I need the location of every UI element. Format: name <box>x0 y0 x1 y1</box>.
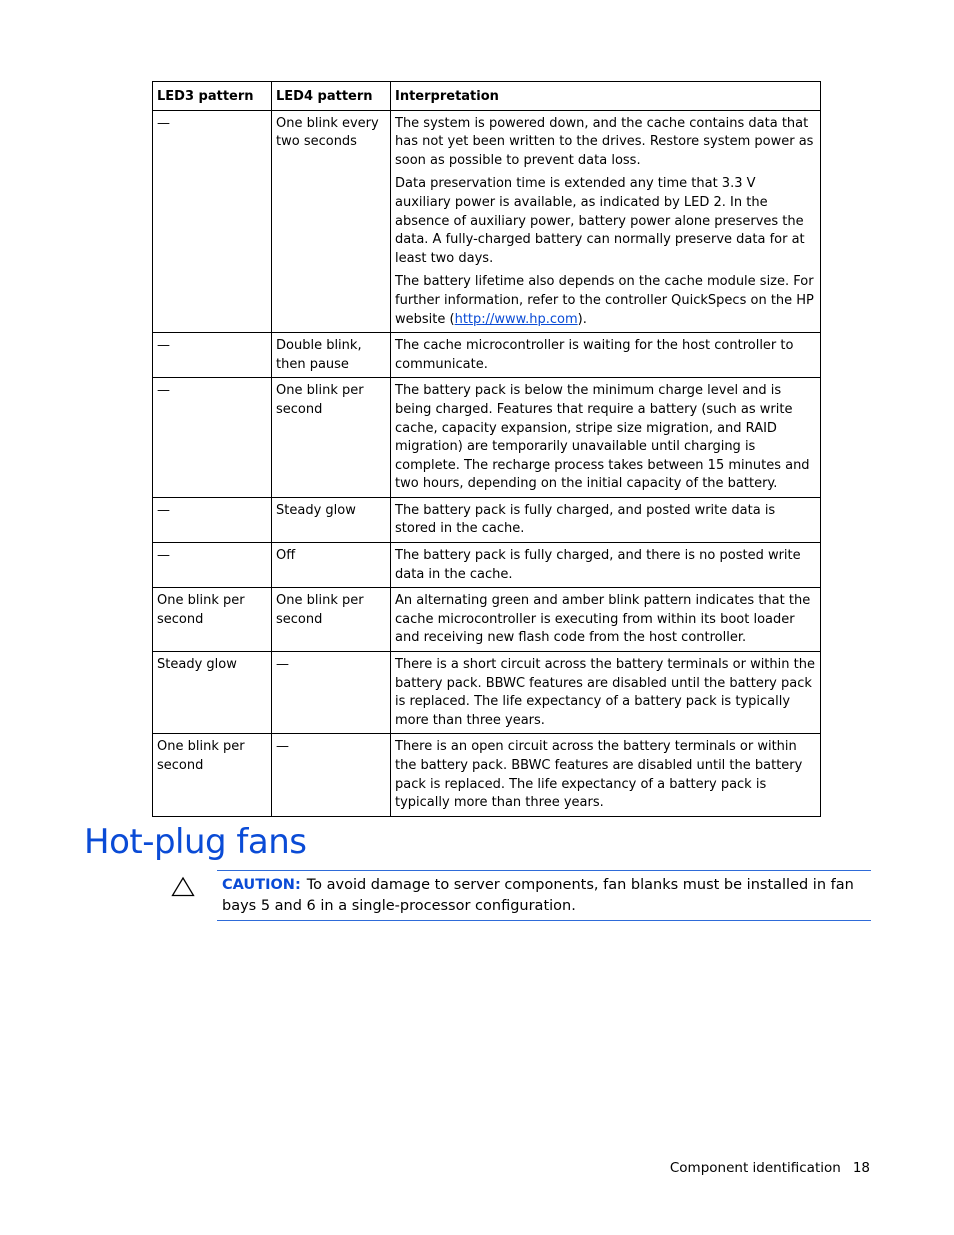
cell-led3: — <box>153 497 272 542</box>
cell-led3: — <box>153 110 272 333</box>
header-led4-pattern: LED4 pattern <box>272 82 391 111</box>
table-row <box>153 652 821 734</box>
table-row <box>153 378 821 498</box>
interpretation-paragraph: Data preservation time is extended any time that 3.3 V auxiliary power is available, as indicated by LED 2. In the absence of auxiliary power, battery power alone preserves the data. A fully-charged battery can normally preserve data for at least two days. <box>395 176 805 266</box>
cell-led4: One blink every two seconds <box>272 110 391 333</box>
interpretation-paragraph <box>395 273 815 329</box>
interpretation-paragraph: The system is powered down, and the cache contains data that has not yet been written to the drives. Restore system power as soon as possible to prevent data loss. <box>395 115 814 168</box>
table-header-row <box>153 82 821 111</box>
cell-interpretation: The battery pack is fully charged, and posted write data is stored in the cache. <box>391 497 821 542</box>
footer-section-name: Component identification <box>669 1160 841 1176</box>
cell-led4: One blink per second <box>272 378 391 498</box>
cell-interpretation: There is a short circuit across the battery terminals or within the battery pack. BBWC features are disabled until the battery pack is replaced. The life expectancy of a battery pack is typically more than three years. <box>391 652 821 734</box>
table-row <box>153 110 821 333</box>
caution-message: To avoid damage to server components, fan blanks must be installed in fan bays 5 and 6 in a single-processor configuration. <box>222 877 854 914</box>
cell-led4: — <box>272 652 391 734</box>
table-row <box>153 734 821 816</box>
cell-led3: — <box>153 333 272 378</box>
cell-led4: Off <box>272 543 391 588</box>
caution-label: CAUTION: <box>222 877 301 893</box>
cell-led4: Double blink, then pause <box>272 333 391 378</box>
cell-led4: One blink per second <box>272 588 391 652</box>
cell-led3: — <box>153 378 272 498</box>
caution-text-block <box>222 875 865 917</box>
cell-interpretation <box>391 110 821 333</box>
table-row <box>153 543 821 588</box>
page-number: 18 <box>852 1160 870 1176</box>
warning-triangle-icon <box>171 876 195 897</box>
interpretation-text: The battery lifetime also depends on the cache module size. For further information, refer to the controller QuickSpecs on the HP website ( <box>395 274 814 327</box>
cell-interpretation: An alternating green and amber blink pattern indicates that the cache microcontroller is executing from within its boot loader and receiving new flash code from the host controller. <box>391 588 821 652</box>
cell-led3: — <box>153 543 272 588</box>
cell-led3: One blink per second <box>153 734 272 816</box>
cell-interpretation: The cache microcontroller is waiting for the host controller to communicate. <box>391 333 821 378</box>
cell-led4: Steady glow <box>272 497 391 542</box>
table-row <box>153 497 821 542</box>
cell-led3: One blink per second <box>153 588 272 652</box>
header-interpretation: Interpretation <box>391 82 821 111</box>
cell-interpretation: The battery pack is below the minimum charge level and is being charged. Features that require a battery (such as write cache, capacity expansion, stripe size migration, and RAID migration) are temporarily unavailable until charging is complete. The recharge process takes between 15 minutes and two hours, depending on the initial capacity of the battery. <box>391 378 821 498</box>
page-footer <box>670 1158 870 1178</box>
table-row <box>153 588 821 652</box>
caution-note <box>217 870 871 921</box>
section-heading: Hot-plug fans <box>84 822 307 862</box>
header-led3-pattern: LED3 pattern <box>153 82 272 111</box>
table-row <box>153 333 821 378</box>
led-pattern-table <box>152 81 821 817</box>
hp-website-link[interactable]: http://www.hp.com <box>454 311 578 327</box>
cell-interpretation: The battery pack is fully charged, and there is no posted write data in the cache. <box>391 543 821 588</box>
cell-led4: — <box>272 734 391 816</box>
cell-interpretation: There is an open circuit across the battery terminals or within the battery pack. BBWC features are disabled until the battery pack is replaced. The life expectancy of a battery pack is typically more than three years. <box>391 734 821 816</box>
cell-led3: Steady glow <box>153 652 272 734</box>
interpretation-text: ). <box>577 311 587 327</box>
